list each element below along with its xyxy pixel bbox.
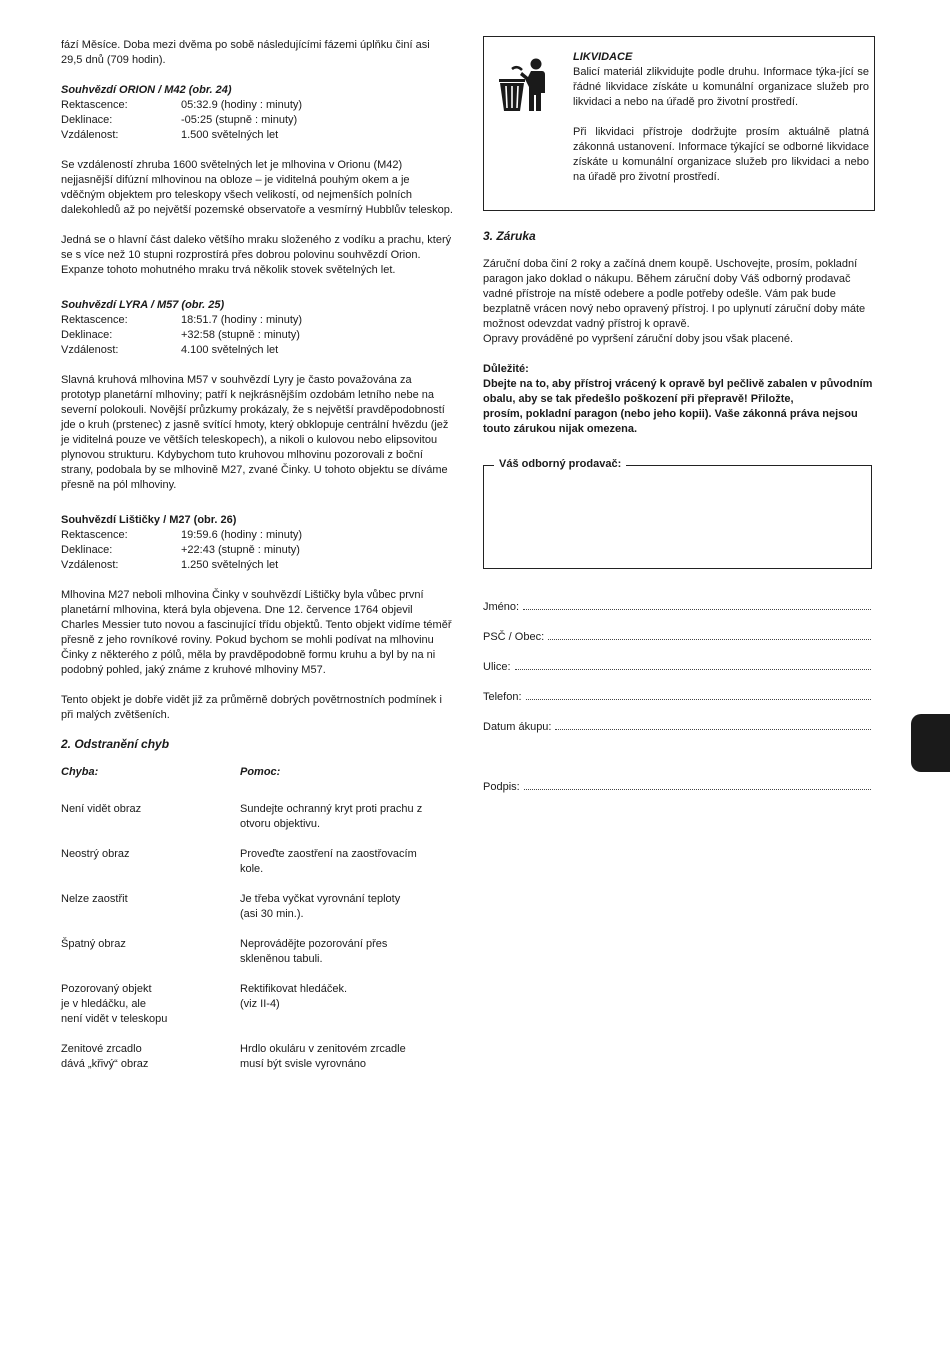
help-line: skleněnou tabuli. bbox=[240, 953, 323, 965]
street-field[interactable] bbox=[483, 659, 871, 689]
name-label: Jméno: bbox=[483, 601, 520, 613]
help-column-header: Pomoc: bbox=[240, 766, 281, 778]
troubleshoot-row bbox=[61, 937, 453, 967]
help-cell bbox=[240, 802, 453, 832]
coord-row bbox=[61, 313, 453, 328]
disposal-title: LIKVIDACE bbox=[573, 51, 633, 63]
important-text-2: prosím, pokladní paragon (nebo jeho kopii). Vaše zákonná práva nejsou touto zárukou nijak omezena. bbox=[483, 408, 858, 435]
help-line: Hrdlo okuláru v zenitovém zrcadle bbox=[240, 1043, 406, 1055]
help-cell bbox=[240, 892, 453, 922]
fault-line: Není vidět obraz bbox=[61, 803, 142, 815]
fault-line: Neostrý obraz bbox=[61, 848, 130, 860]
help-cell bbox=[240, 937, 453, 967]
phone-field[interactable] bbox=[483, 689, 871, 719]
coord-value: 4.100 světelných let bbox=[181, 344, 279, 356]
help-line: Je třeba vyčkat vyrovnání teploty bbox=[240, 893, 401, 905]
coord-value: 05:32.9 (hodiny : minuty) bbox=[181, 99, 303, 111]
coord-row bbox=[61, 328, 453, 343]
signature-label: Podpis: bbox=[483, 781, 520, 793]
fault-line: Špatný obraz bbox=[61, 938, 126, 950]
orion-coordinates bbox=[61, 98, 453, 143]
help-line: (viz II-4) bbox=[240, 998, 280, 1010]
troubleshoot-table-header bbox=[61, 765, 453, 780]
help-line: Proveďte zaostření na zaostřovacím bbox=[240, 848, 417, 860]
zip-city-label: PSČ / Obec: bbox=[483, 631, 545, 643]
disposal-box bbox=[483, 36, 875, 211]
coord-key: Rektascence: bbox=[61, 314, 128, 326]
listicka-paragraph-2: Tento objekt je dobře vidět již za průměrně dobrých povětrnostních podmínek i při malých zvětšeních. bbox=[61, 694, 442, 721]
orion-paragraph-1: Se vzdáleností zhruba 1600 světelných let je mlhovina v Orionu (M42) nejjasnější difúzní mlhovinou na obloze – je viditelná pouhým okem a je vděčným objektem pro teleskopy všech velikostí, od nejmenších polních dalekohledů až po největší pozemské observatoře a vesmírný Hubblův teleskop. bbox=[61, 159, 453, 216]
troubleshoot-row bbox=[61, 1042, 453, 1072]
troubleshoot-row bbox=[61, 892, 453, 922]
warranty-paragraph-1: Záruční doba činí 2 roky a začíná dnem koupě. Uschovejte, prosím, pokladní paragon jako doklad o nákupu. Během záruční doby Váš odborný prodavač vadné přístroje na místě odebere a podle potřeby odešle. Vám pak bude bezplatně vrácen nový nebo opravený přístroj. I po uplynutí záruční doby máte možnost odevzdat vadný přístroj k opravě. bbox=[483, 258, 866, 330]
coord-value: 18:51.7 (hodiny : minuty) bbox=[181, 314, 303, 326]
coord-row bbox=[61, 128, 453, 143]
disposal-paragraph-1: Balicí materiál zlikvidujte podle druhu. Informace týka-jící se řádné likvidace získáte u komunální organizace služeb pro likvidaci a nebo na úřadě pro životní prostředí. bbox=[573, 66, 869, 108]
lyra-paragraph: Slavná kruhová mlhovina M57 v souhvězdí Lyry je často považována za prototyp planetární mlhoviny; patří k nejkrásnějším ozdobám letního nebe na severní polokouli. Novější průzkumy prokázaly, že s největší pravděpodobností jde o kruh (prstenec) z jasně svítící hmoty, který obklopuje centrální hvězdu (jež je viditelná pouze ve větších teleskopech), a nikoli o kulovou nebo elipsovitou plynovou strukturu. Kdybychom tuto kruhovou mlhovinu pozorovali z boční strany, podobala by se mlhovině M27, zvané Činky. U tohoto objektu se díváme přesně na pól mlhoviny. bbox=[61, 374, 449, 491]
help-cell bbox=[240, 982, 453, 1027]
purchase-date-field[interactable] bbox=[483, 719, 871, 749]
coord-row bbox=[61, 528, 453, 543]
help-cell bbox=[240, 847, 453, 877]
coord-key: Vzdálenost: bbox=[61, 129, 119, 141]
listicka-coordinates bbox=[61, 528, 453, 573]
troubleshoot-row bbox=[61, 847, 453, 877]
coord-value: -05:25 (stupně : minuty) bbox=[181, 114, 298, 126]
fault-cell bbox=[61, 892, 240, 922]
phone-label: Telefon: bbox=[483, 691, 522, 703]
help-line: musí být svisle vyrovnáno bbox=[240, 1058, 366, 1070]
fault-column-header: Chyba: bbox=[61, 766, 99, 778]
phone-line[interactable] bbox=[526, 689, 871, 700]
name-field[interactable] bbox=[483, 599, 871, 629]
coord-row bbox=[61, 558, 453, 573]
coord-value: +22:43 (stupně : minuty) bbox=[181, 544, 300, 556]
fault-line: není vidět v teleskopu bbox=[61, 1013, 168, 1025]
listicka-heading: Souhvězdí Lištičky / M27 (obr. 26) bbox=[61, 514, 237, 526]
coord-row bbox=[61, 543, 453, 558]
disposal-paragraph-2: Při likvidaci přístroje dodržujte prosím aktuálně platná zákonná ustanovení. Informace týkající se odborné likvidace získáte u komunální organizace služeb pro likvidaci a nebo na úřadě pro životní prostředí. bbox=[573, 126, 869, 183]
coord-value: 1.500 světelných let bbox=[181, 129, 279, 141]
fault-line: Nelze zaostřit bbox=[61, 893, 128, 905]
coord-value: 19:59.6 (hodiny : minuty) bbox=[181, 529, 303, 541]
street-line[interactable] bbox=[515, 659, 871, 670]
warranty-heading: 3. Záruka bbox=[483, 229, 536, 243]
troubleshoot-row bbox=[61, 982, 453, 1027]
signature-line[interactable] bbox=[524, 779, 871, 790]
dealer-stamp-box bbox=[483, 458, 872, 569]
dealer-label: Váš odborný prodavač: bbox=[494, 457, 626, 472]
coord-row bbox=[61, 343, 453, 358]
coord-key: Deklinace: bbox=[61, 329, 113, 341]
troubleshoot-heading: 2. Odstranění chyb bbox=[61, 737, 170, 751]
right-column bbox=[483, 36, 877, 809]
intro-paragraph: fází Měsíce. Doba mezi dvěma po sobě následujícími fázemi úplňku činí asi 29,5 dnů (709 hodin). bbox=[61, 39, 430, 66]
coord-key: Vzdálenost: bbox=[61, 559, 119, 571]
troubleshoot-table bbox=[61, 802, 453, 1072]
help-line: otvoru objektivu. bbox=[240, 818, 321, 830]
troubleshoot-row bbox=[61, 802, 453, 832]
coord-key: Deklinace: bbox=[61, 544, 113, 556]
help-line: Sundejte ochranný kryt proti prachu z bbox=[240, 803, 423, 815]
coord-key: Deklinace: bbox=[61, 114, 113, 126]
page-edge-tab bbox=[911, 714, 950, 772]
coord-value: +32:58 (stupně : minuty) bbox=[181, 329, 300, 341]
warranty-paragraph-2: Opravy prováděné po vypršení záruční doby jsou však placené. bbox=[483, 333, 794, 345]
coord-value: 1.250 světelných let bbox=[181, 559, 279, 571]
help-line: Neprovádějte pozorování přes bbox=[240, 938, 388, 950]
purchase-date-label: Datum ákupu: bbox=[483, 721, 552, 733]
fault-line: Zenitové zrcadlo bbox=[61, 1043, 142, 1055]
fault-line: je v hledáčku, ale bbox=[61, 998, 146, 1010]
purchase-date-line[interactable] bbox=[555, 719, 871, 730]
help-line: (asi 30 min.). bbox=[240, 908, 304, 920]
lyra-heading: Souhvězdí LYRA / M57 (obr. 25) bbox=[61, 299, 225, 311]
help-line: Rektifikovat hledáček. bbox=[240, 983, 347, 995]
help-cell bbox=[240, 1042, 453, 1072]
zip-city-field[interactable] bbox=[483, 629, 871, 659]
disposal-text bbox=[573, 50, 869, 185]
orion-paragraph-2: Jedná se o hlavní část daleko většího mraku složeného z vodíku a prachu, který se s více než 10 stupni rozprostírá přes dobrou polovinu souhvězdí Orion. Expanze tohoto mohutného mraku trvá několik stovek světelných let. bbox=[61, 234, 452, 276]
orion-heading: Souhvězdí ORION / M42 (obr. 24) bbox=[61, 84, 232, 96]
coord-row bbox=[61, 98, 453, 113]
street-label: Ulice: bbox=[483, 661, 511, 673]
zip-city-line[interactable] bbox=[548, 629, 871, 640]
fault-cell bbox=[61, 1042, 240, 1072]
fault-cell bbox=[61, 937, 240, 967]
name-line[interactable] bbox=[523, 599, 871, 610]
fault-cell bbox=[61, 847, 240, 877]
important-label: Důležité: bbox=[483, 363, 529, 375]
signature-field[interactable] bbox=[483, 779, 871, 809]
fault-line: dává „křivý“ obraz bbox=[61, 1058, 149, 1070]
coord-key: Rektascence: bbox=[61, 529, 128, 541]
important-text: Dbejte na to, aby přístroj vrácený k opravě byl pečlivě zabalen v původním obalu, aby se tak předešlo poškození při přepravě! Přiložte, bbox=[483, 378, 873, 405]
coord-row bbox=[61, 113, 453, 128]
help-line: kole. bbox=[240, 863, 264, 875]
left-column bbox=[61, 38, 453, 1072]
coord-key: Vzdálenost: bbox=[61, 344, 119, 356]
fault-line: Pozorovaný objekt bbox=[61, 983, 152, 995]
fault-cell bbox=[61, 982, 240, 1027]
coord-key: Rektascence: bbox=[61, 99, 128, 111]
trash-bin-icon bbox=[498, 57, 550, 113]
listicka-paragraph-1: Mlhovina M27 neboli mlhovina Činky v souhvězdí Lištičky byla vůbec první planetární mlhovina, která byla objevena. Dne 12. července 1764 objevil Charles Messier tuto novou a fascinující třídu objektů. Tento objekt vidíme téměř přesně z jeho rovníkové roviny. Pokud bychom se mohli podívat na mlhovinu Činky z některého z pólů, měla by pravděpodobně formu kruhu a byl by na ni podobný pohled, jaký známe z kruhové mlhoviny M57. bbox=[61, 589, 452, 676]
fault-cell bbox=[61, 802, 240, 832]
lyra-coordinates bbox=[61, 313, 453, 358]
